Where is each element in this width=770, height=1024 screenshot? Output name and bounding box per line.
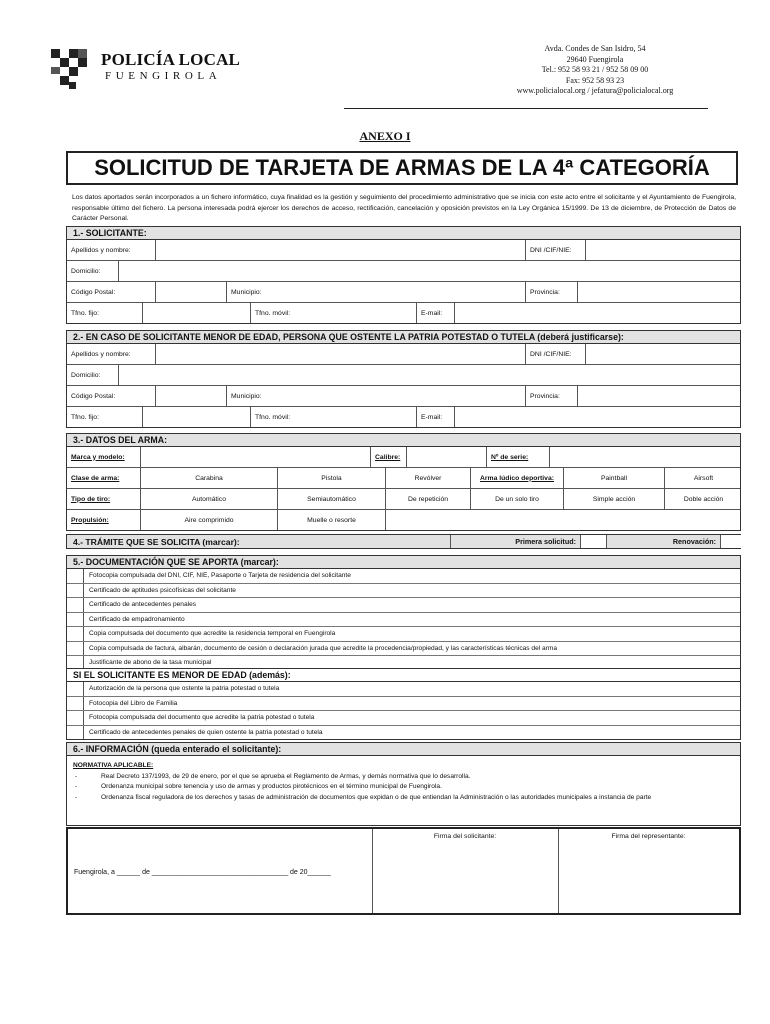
doc-row (67, 682, 740, 697)
doc-label: Certificado de antecedentes penales de quien ostente la patria potestad o tutela (89, 728, 323, 736)
doc-row (67, 613, 740, 628)
shot-option-double[interactable]: Doble acción (683, 495, 724, 503)
address-line: Tel.: 952 58 93 21 / 952 58 09 00 (541, 65, 649, 74)
doc-row (67, 627, 740, 642)
renewal-checkbox[interactable] (721, 535, 742, 548)
address-block (480, 44, 710, 97)
section-procedure (66, 534, 741, 549)
name-label: Apellidos y nombre: (67, 240, 156, 260)
first-request-label: Primera solicitud: (451, 535, 581, 548)
regulation-text: Ordenanza fiscal reguladora de los derechos y tasas de administración de documentos que expidan o de que entiendan la Administración o las autoridades municipales a instancia de parte (101, 793, 652, 801)
section-applicant (66, 226, 741, 324)
postal-label: Código Postal: (67, 282, 156, 302)
checkered-shield-icon (51, 47, 95, 91)
address-line: Fax: 952 58 93 23 (565, 75, 625, 85)
doc-label: Certificado de empadronamiento (89, 615, 185, 623)
address-label: Domicilio: (67, 365, 119, 385)
serial-field[interactable] (550, 447, 742, 467)
doc-checkbox[interactable] (67, 627, 84, 641)
section-title: 5.- DOCUMENTACIÓN QUE SE APORTA (marcar): (67, 556, 740, 569)
first-request-checkbox[interactable] (581, 535, 607, 548)
form-row (67, 468, 740, 489)
class-option-revolver[interactable]: Revólver (386, 468, 471, 488)
brand-label: Marca y modelo: (67, 447, 141, 467)
postal-label: Código Postal: (67, 386, 156, 406)
regulation-item: - Real Decreto 137/1993, de 29 de enero, por el que se aprueba el Reglamento de Armas, y demás normativa que lo desarrolla. (73, 772, 734, 783)
place-date[interactable]: Fuengirola, a ______ de ___________________________________ de 20______ (74, 869, 331, 876)
dni-field[interactable] (586, 240, 742, 260)
form-row (67, 407, 740, 427)
annex-label: ANEXO I (359, 129, 411, 143)
doc-checkbox[interactable] (67, 642, 84, 656)
renewal-label: Renovación: (607, 535, 721, 548)
doc-row (67, 569, 740, 584)
mobile-label[interactable]: Tfno. móvil: (251, 303, 417, 323)
address-field[interactable] (119, 261, 742, 281)
doc-row (67, 697, 740, 712)
name-field[interactable] (156, 344, 526, 364)
phone-label: Tfno. fijo: (67, 407, 143, 427)
mobile-label[interactable]: Tfno. móvil: (251, 407, 417, 427)
doc-label: Autorización de la persona que ostente la patria potestad o tutela (89, 685, 280, 692)
org-name: POLICÍA LOCAL (101, 50, 241, 69)
shot-option-repeat[interactable]: De repetición (386, 489, 471, 509)
applicant-signature-label: Firma del solicitante: (433, 833, 497, 840)
doc-checkbox[interactable] (67, 682, 84, 696)
applicant-signature[interactable] (372, 829, 559, 913)
caliber-field[interactable] (407, 447, 487, 467)
representative-signature[interactable] (558, 829, 739, 913)
section-guardian (66, 330, 741, 428)
shot-option-single[interactable]: De un solo tiro (471, 489, 564, 509)
section-minor-documents (66, 668, 741, 740)
form-row (67, 510, 740, 530)
doc-checkbox[interactable] (67, 726, 84, 740)
shot-option-semi[interactable]: Semiautomático (278, 489, 386, 509)
representative-signature-label: Firma del representante: (611, 833, 686, 840)
doc-label: Fotocopia del Libro de Familia (89, 699, 178, 707)
doc-checkbox[interactable] (67, 569, 84, 583)
form-row (67, 240, 740, 261)
regulations (67, 756, 740, 808)
phone-field[interactable] (143, 407, 251, 427)
regulation-item: - Ordenanza fiscal reguladora de los derechos y tasas de administración de documentos que expidan o de que entiendan la Administración o las autoridades municipales a instancia de parte (73, 793, 734, 804)
doc-label: Certificado de aptitudes psicofísicas del solicitante (89, 586, 236, 594)
prop-option-spring[interactable]: Muelle o resorte (278, 510, 386, 530)
section-weapon (66, 433, 741, 531)
email-label: E-mail: (417, 303, 455, 323)
section-title: 2.- EN CASO DE SOLICITANTE MENOR DE EDAD, PERSONA QUE OSTENTE LA PATRIA POTESTAD O TUTELA (deberá justificarse): (67, 331, 740, 344)
shot-label: Tipo de tiro: (67, 489, 141, 509)
class-option-carabina[interactable]: Carabina (141, 468, 278, 488)
provincia-field[interactable] (578, 386, 742, 406)
form-row (67, 344, 740, 365)
section-title: 6.- INFORMACIÓN (queda enterado el solicitante): (67, 743, 740, 756)
sport-option-paintball[interactable]: Paintball (564, 468, 665, 488)
regulation-text: Ordenanza municipal sobre tenencia y uso de armas y productos pirotécnicos en el término municipal de Fuengirola. (101, 783, 442, 790)
doc-checkbox[interactable] (67, 584, 84, 598)
address-line: 29640 Fuengirola (566, 54, 624, 64)
serial-label: Nº de serie: (487, 447, 550, 467)
class-option-pistola[interactable]: Pistola (278, 468, 386, 488)
email-label: E-mail: (417, 407, 455, 427)
doc-checkbox[interactable] (67, 711, 84, 725)
shot-option-auto[interactable]: Automático (141, 489, 278, 509)
dni-field[interactable] (586, 344, 742, 364)
prop-blank (386, 510, 742, 530)
sport-label: Arma lúdico deportiva: (471, 468, 564, 488)
address-line: www.policialocal.org / jefatura@policialocal.org (516, 86, 674, 95)
doc-label: Justificante de abono de la tasa municipal (89, 659, 212, 666)
name-label: Apellidos y nombre: (67, 344, 156, 364)
postal-field[interactable] (156, 386, 227, 406)
signature-block (66, 827, 741, 915)
doc-label: Copia compulsada del documento que acredite la residencia temporal en Fuengirola (89, 630, 336, 637)
doc-checkbox[interactable] (67, 697, 84, 711)
form-title: SOLICITUD DE TARJETA DE ARMAS DE LA 4ª CATEGORÍA (66, 151, 738, 185)
class-label: Clase de arma: (67, 468, 141, 488)
municipio-label[interactable]: Municipio: (227, 386, 526, 406)
provincia-label: Provincia: (526, 282, 578, 302)
doc-label: Fotocopia compulsada del documento que acredite la patria potestad o tutela (89, 714, 315, 721)
name-field[interactable] (156, 240, 526, 260)
phone-label: Tfno. fijo: (67, 303, 143, 323)
legal-notice: Los datos aportados serán incorporados a un fichero informático, cuya finalidad es la gestión y seguimiento del procedimiento administrativo que se inicia con este acto entre el solicitante y el Ayuntamiento de Fuengirola, responsable último del fichero. La persona interesada podrá ejercer los derechos de acceso, rectificación, cancelación y oposición previstos en la Ley Orgánica 15/1999. De 13 de diciembre, de Protección de Datos de Carácter Personal. (72, 194, 736, 222)
municipio-label[interactable]: Municipio: (227, 282, 526, 302)
postal-field[interactable] (156, 282, 227, 302)
prop-label: Propulsión: (67, 510, 141, 530)
form-row (67, 261, 740, 282)
regulations-title: NORMATIVA APLICABLE: (73, 762, 154, 769)
doc-label: Certificado de antecedentes penales (89, 601, 197, 608)
form-row (67, 447, 740, 468)
section-title: SI EL SOLICITANTE ES MENOR DE EDAD (además): (67, 669, 740, 682)
provincia-field[interactable] (578, 282, 742, 302)
provincia-label: Provincia: (526, 386, 578, 406)
doc-checkbox[interactable] (67, 613, 84, 627)
section-title: 3.- DATOS DEL ARMA: (67, 434, 740, 447)
address-field[interactable] (119, 365, 742, 385)
doc-row (67, 711, 740, 726)
logo (51, 47, 95, 91)
form-row (67, 386, 740, 407)
shot-option-simple[interactable]: Simple acción (564, 489, 665, 509)
email-field[interactable] (455, 303, 742, 323)
section-title: 4.- TRÁMITE QUE SE SOLICITA (marcar): (67, 535, 451, 548)
header-divider (344, 108, 708, 109)
form-row (67, 365, 740, 386)
form-row (67, 282, 740, 303)
sport-option-airsoft[interactable]: Airsoft (693, 474, 714, 482)
org-city: FUENGIROLA (105, 70, 222, 82)
address-line: Avda. Condes de San Isidro, 54 (544, 44, 646, 53)
doc-label: Fotocopia compulsada del DNI, CIF, NIE, Pasaporte o Tarjeta de residencia del solicitante (89, 572, 351, 579)
doc-label: Copia compulsada de factura, albarán, documento de cesión o declaración jurada que acredite la procedencia/propiedad, y las características técnicas del arma (89, 644, 558, 652)
doc-checkbox[interactable] (67, 598, 84, 612)
dni-label: DNI /CIF/NIE: (526, 344, 586, 364)
form-row (67, 489, 740, 510)
doc-row (67, 642, 740, 657)
regulation-text: Real Decreto 137/1993, de 29 de enero, por el que se aprueba el Reglamento de Armas, y demás normativa que lo desarrolla. (101, 772, 471, 780)
brand-field[interactable] (141, 447, 371, 467)
doc-row (67, 598, 740, 613)
doc-row (67, 584, 740, 599)
place-date-area (68, 829, 373, 913)
prop-option-air[interactable]: Aire comprimido (141, 510, 278, 530)
doc-row (67, 726, 740, 740)
caliber-label: Calibre: (371, 447, 407, 467)
email-field[interactable] (455, 407, 742, 427)
section-documents (66, 555, 741, 671)
section-information (66, 742, 741, 826)
address-label: Domicilio: (67, 261, 119, 281)
regulation-item: - Ordenanza municipal sobre tenencia y uso de armas y productos pirotécnicos en el término municipal de Fuengirola. (73, 782, 734, 793)
dni-label: DNI /CIF/NIE: (526, 240, 586, 260)
phone-field[interactable] (143, 303, 251, 323)
section-title: 1.- SOLICITANTE: (67, 227, 740, 240)
form-row (67, 303, 740, 323)
